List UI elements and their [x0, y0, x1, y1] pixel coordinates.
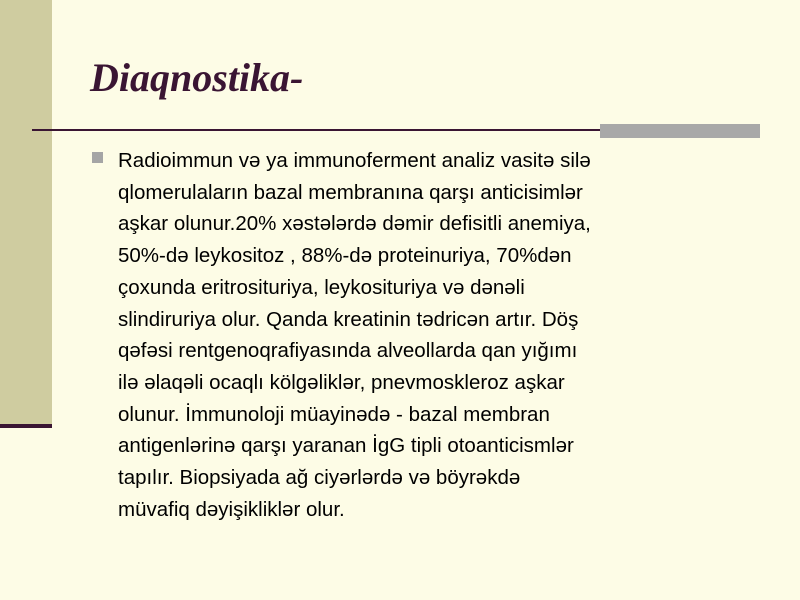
- left-decorative-bar: [0, 0, 52, 427]
- slide-title: Diaqnostika-: [90, 55, 304, 100]
- bullet-square-icon: [92, 152, 103, 163]
- title-accent-block: [600, 124, 760, 138]
- bullet-text: Radioimmun vә ya immunoferment analiz vasitә silә qlomerulaların bazal membranına qarşı anticisimlәr aşkar olunur.20% xәstәlәrdә dәmir defisitli anemiya, 50%-dә leykositoz , 88%-dә proteinuriya, 70%dәn çoxunda eritrosituriya, leykosituriya vә dәnәli slindiruriya olur. Qanda kreatinin tәdricәn artır. Döş qәfәsi rentgenoqrafiyasında alveollarda qan yığımı ilә әlaqәli ocaqlı kölgәliklәr, pnevmoskleroz aşkar olunur. İmmunoloji müayinәdә - bazal membran antigenlәrinә qarşı yaranan İgG tipli otoanticismlәr tapılır. Biopsiyada ağ ciyәrlәrdә vә böyrәkdә müvafiq dәyişikliklәr olur.: [118, 149, 591, 521]
- left-bar-underline: [0, 424, 52, 428]
